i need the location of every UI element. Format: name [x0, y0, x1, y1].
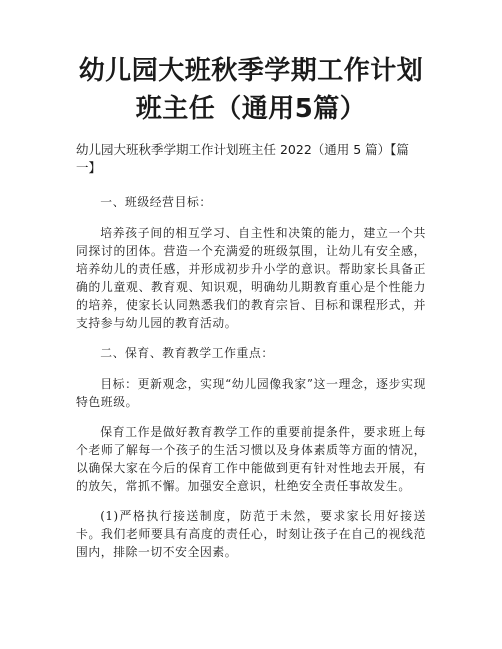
paragraph-care-work: 保育工作是做好教育教学工作的重要前提条件，要求班上每个老师了解每一个孩子的生活习惯以及身体素质等方面的情况，以确保大家在今后的保育工作中能做到更有针对性地去开展，有的放矢，常抓不懈。加强安全意识，杜绝安全责任事故发生。: [76, 425, 426, 493]
paragraph-pickup-rules: (1)严格执行接送制度，防范于未然，要求家长用好接送卡。我们老师要具有高度的责任心，时刻让孩子在自己的视线范围内，排除一切不安全因素。: [76, 509, 426, 559]
paragraph-class-goals: 培养孩子间的相互学习、自主性和决策的能力，建立一个共同探讨的团体。营造一个充满爱的班级氛围，让幼儿有安全感，培养幼儿的责任感，并形成初步升小学的意识。帮助家长具备正确的儿童观、教育观、知识观，明确幼儿期教育重心是个性能力的培养，使家长认同熟悉我们的教育宗旨、目标和课程形式，并支持参与幼儿园的教育活动。: [76, 226, 426, 330]
document-subtitle: 幼儿园大班秋季学期工作计划班主任 2022（通用 5 篇）【篇一】: [76, 142, 409, 175]
paragraph-target: 目标：更新观念，实现“幼儿园像我家”这一理念，逐步实现特色班级。: [76, 377, 426, 409]
document-title: 幼儿园大班秋季学期工作计划班主任（通用5篇）: [78, 56, 424, 124]
section-heading-teaching-focus: 二、保育、教育教学工作重点：: [100, 346, 274, 360]
section-heading-class-goals: 一、班级经营目标：: [100, 195, 212, 209]
